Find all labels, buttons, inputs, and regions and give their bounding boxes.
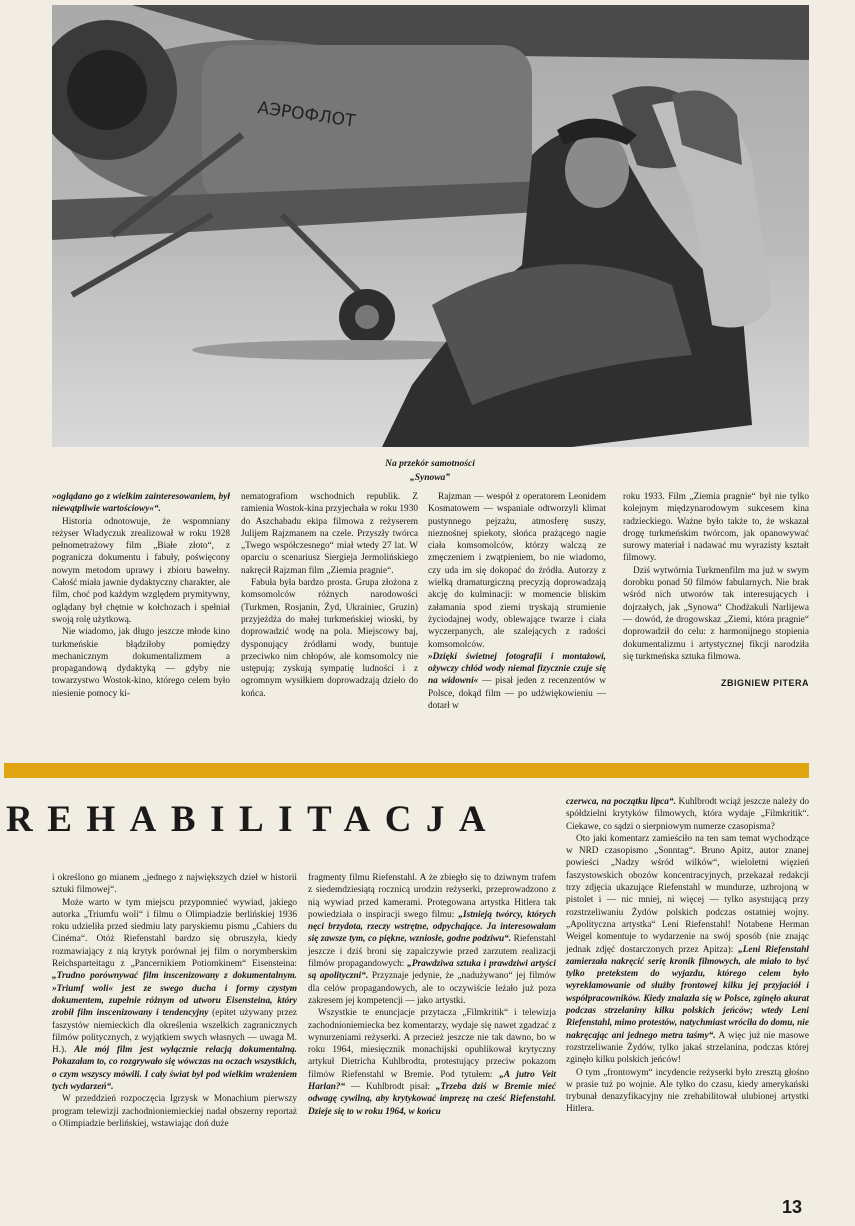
paragraph [52,897,297,1094]
body-text: (epitet używany przez faszystów niemieckich dla określenia wszelkich zagranicznych filmów politycznych, z wyjątkiem swych własnych — uwaga M. H.). [52,1008,297,1056]
paragraph [52,1093,297,1130]
quote-text: „Trzeba dziś w Bremie mieć odwagę cywilną, aby krytykować imprezę na cześć Riefenstahl. Dzieje się to w roku 1964, w końcu [308,1082,556,1117]
bottom-article-column-1 [52,872,297,1130]
article-heading: REHABILITACJA [6,799,501,840]
paragraph [428,651,606,712]
top-article-column-4 [623,491,809,689]
caption-line-1: Na przekór samotności [385,459,475,469]
body-text: W przeddzień rozpoczęcia Igrzysk w Monachium pierwszy program telewizji zachodnioniemieckiej nadał obszerny reportaż o Olimpiadzie berlińskiej, wstawiając doń duże [52,1094,297,1129]
body-text: Nie wiadomo, jak długo jeszcze młode kino turkmeńskie błądziłoby pomiędzy mechanicznym dokumentalizmem a propagandową dydaktyką — gdyby nie towarzystwo Wostok-kino, którego celem było niesienie pomocy ki- [52,627,230,699]
quote-text: „A jutro Veit Harlan?“ [308,1069,556,1093]
paragraph [241,577,418,700]
bottom-article-column-2 [308,872,556,1118]
photo-airplane-couple [52,5,809,447]
paragraph [308,1007,556,1118]
author-signature: ZBIGNIEW PITERA [721,678,809,689]
caption-line-2: „Synowa” [409,473,451,483]
accent-bar [4,763,809,778]
body-text: — Kuhlbrodt pisał: [345,1082,436,1093]
paragraph [241,491,418,577]
quote-text: „Istnieją twórcy, których nęci brzydota, rzeczy wstrętne, odpychające. Ja interesowałam się zawsze tym, co piękne, wzniosłe, godne podziwu“. [308,909,556,945]
paragraph [566,833,809,1067]
bottom-article-column-3 [566,796,809,1116]
top-article-column-2 [241,491,418,700]
quote-text: »Dzięki świetnej fotografii i montażowi, ożywczy chłód wody niemal fizycznie czuje się na widowni« [428,651,606,687]
body-text: Historia odnotowuje, że wspomniany reżyser Władyczuk zrealizował w roku 1928 pełnometrażowy film „Białe złoto“, z pogranicza dokumentu i fabuły, poświęcony nowym metodom uprawy i zbioru bawełny. Całość miała jawnie dydaktyczny charakter, ale film, choć pod każdym względem prymitywny, oglądany był chętnie w kołchozach i spełniał swoją rolę użytkową. [52,516,230,625]
paragraph [428,491,606,651]
paragraph [623,565,809,663]
paragraph [52,516,230,627]
body-text: Dziś wytwórnia Turkmenfilm ma już w swym dorobku ponad 50 filmów fabularnych. Nie brak wśród nich utworów tak interesujących i dojrzałych, jak „Synowa“ Chodżakuli Narlijewa — dowód, że drogowskaz „Ziemi, która pragnie“ doprowadził do celu: z harmonijnego stopienia dokumentalizmu i artystycznej fikcji narodziła się turkmeńska sztuka filmowa. [623,565,809,662]
body-text: Może warto w tym miejscu przypomnieć wywiad, jakiego autorka „Triumfu woli“ i filmu o Olimpiadzie berlińskiej 1936 roku udzieliła przed siedmiu laty paryskiemu pismu „Cahiers du Cinéma“. Otóż Riefenstahl bardzo się obruszyła, kiedy rozmawiający z nią krytyk porównał jej film o norymberskim Reichsparteitagu z „Pancernikiem Potiomkinem“ Eisensteina: [52,897,297,970]
paragraph [566,1067,809,1116]
quote-text: „Leni Riefenstahl zamierzała nakręcić serię kronik filmowych, ale miało to być tylko pretekstem do wyjazdu, którego celem było wyreklamowanie od służby frontowej kilku jej przyjaciół i współpracowników. Kiedy znalazła się w Polsce, zginęło akurat podczas strzelaniny kilku polskich jeńców; wtedy Leni Riefenstahl, mimo protestów, natychmiast wróciła do domu, nie nakręcając ani jednego metra taśmy“. [566,944,810,1041]
quote-text: czerwca, na początku lipca“. [566,797,676,807]
body-text: Rajzman — wespół z operatorem Leonidem Kosmatowem — wspaniale odtworzyli klimat pustynnego pejzażu, atmosferę suszy, nieznośnej spiekoty, słońca prażącego nagie ciała komsomolców, którzy walczą ze zmęczeniem i zwątpieniem, bo nie wiadomo, czy uda im się dokopać do źródła. Autorzy z wielką dramaturgiczną precyzją doprowadzają akcję do kulminacji: w momencie bliskim załamania spod ziemi tryskają strumienie życiodajnej wody, oblewające twarze i ciała wyczerpanych, ale szalejących z radości komsomolców. [428,492,606,650]
top-article-column-1 [52,491,230,700]
photo-caption [300,457,560,485]
body-text: fragmenty filmu Riefenstahl. A że zbiegło się to dziwnym trafem z siedemdziesiątą rocznicą urodzin reżyserki, przeprowadzono z nią wywiad przed kamerami. Protegowana artystka Hitlera tak powiedziała o inspiracji swego filmu: [308,873,556,920]
body-text: Fabuła była bardzo prosta. Grupa złożona z komsomolców różnych narodowości (Turkmen, Rosjanin, Żyd, Ukrainiec, Gruzin) przyjeżdża do małej turkmeńskiej wioski, by doprowadzić wodę na pola. Miejscowy baj, dysponujący źródłami wody, buntuje przeciwko nim chłopów, ale komsomolcy nie ustępują; zyskują sympatię ludności i z ogromnym wysiłkiem doprowadzają dzieło do końca. [241,578,418,699]
body-text: A więc już nie masowe rozstrzeliwanie Żydów, tylko jakaś strzelanina, podczas której zginęło kilku polskich jeńców! [566,1030,809,1066]
body-text: Przyznaje jedynie, że „nadużywano“ jej filmów dla celów propagandowych, ale to oczywiście leżało już poza zakresem jej kompetencji — jako artystki. [308,971,556,1006]
quote-text: „Trudno porównywać film inscenizowany z dokumentalnym. »Triumf woli« jest ze swego ducha i formy czystym dokumentem, zupełnie różnym od utworu Eisensteina, który zrobił film inscenizowany i tendencyjny [52,971,297,1019]
paragraph [52,872,297,897]
paragraph [623,491,809,565]
body-text: i określono go mianem „jednego z największych dzieł w historii sztuki filmowej“. [52,873,297,896]
paragraph [52,491,230,516]
quote-text: Ale mój film jest wyłącznie relacją dokumentalną. Pokazałam to, co rozgrywało się wówczas na oczach wszystkich, o czym wszyscy mówili. I cały świat był pod wielkim wrażeniem tych wydarzeń“. [52,1045,297,1093]
photo-illustration [52,5,809,447]
body-text: Kuhlbrodt wciąż jeszcze należy do spółdzielni krytyków filmowych, która wydaje „Filmkritik“. Ciekawe, co sądzi o sierpniowym numerze czasopisma? [566,797,810,832]
quote-text: „Prawdziwa sztuka i prawdziwi artyści są apolityczni“. [308,959,556,982]
body-text: O tym „frontowym“ incydencie reżyserki było zresztą głośno w prasie tuż po wojnie. Ale tylko do czasu, kiedy amerykański trybunał denazyfikacyjny nie zrehabilitował ulubionej artystki Hitlera. [566,1067,809,1115]
paragraph [308,872,556,1007]
body-text: Riefenstahl jeszcze i dziś broni się zapalczywie przed zarzutem realizacji filmów propagandowych: [308,934,556,970]
page-number: 13 [782,1197,803,1217]
top-article-column-3 [428,491,606,712]
quote-text: »oglądano go z wielkim zainteresowaniem, był niewątpliwie wartościowy«“. [52,492,230,515]
plane-lettering: АЭРОФЛОТ [256,98,357,132]
body-text: roku 1933. Film „Ziemia pragnie“ był nie tylko kolejnym międzynarodowym sukcesem kina radzieckiego. Ważne było także to, że wskazał drogę turkmeńskim twórcom, jak opanowywać surowy materiał i nadawać mu wyrazisty kształt filmowy. [623,492,809,564]
body-text: nematografiom wschodnich republik. Z ramienia Wostok-kina przyjechała w roku 1930 do Aszchabadu ekipa filmowa z reżyserem Julijem Rajzmanem na czele. Przyszły twórca „Twego współczesnego“ miał wtedy 27 lat. W oparciu o scenariusz Siergieja Jermolińskiego nakręcił Rajzman film „Ziemia pragnie“. [241,492,418,576]
body-text: Oto jaki komentarz zamieściło na ten sam temat wychodzące w NRD czasopismo „Sonntag“. Bruno Apitz, autor znanej powieści „Nadzy wśród wilków“, wieloletni więzień faszystowskich obozów koncentracyjnych, przekazał redakcji trzy zdjęcia ukazujące Riefenstahl w mundurze, uzbrojoną w pistolet i — nic mniej, ni więcej — tylko asystującą przy rozstrzeliwaniu Żydów polskich podczas ostatniej wojny. „Apolityczna artystka“ Leni Riefenstahl! Notabene Herman Weigel komentuje to wydarzenie na swój sposób (nie znając jednak zdjęć dostarczonych przez Apitza): [566,833,809,955]
paragraph [566,796,809,833]
body-text: — pisał jeden z recenzentów w Polsce, dokąd film — po udźwiękowieniu — dotarł w [428,676,607,712]
body-text: Wszystkie te enuncjacje przytacza „Filmkritik“ i telewizja zachodnioniemiecka bez komentarzy, wydaje się nawet zgadzać z wynurzeniami reżyserki. A przecież jeszcze nie tak dawno, bo w roku 1964, miesięcznik monachijski opublikował krytyczny artykuł Dietricha Kuhlbrodta, protestujący przeciw pokazom filmów Riefenstahl w Bremie. Pod tytułem: [308,1008,556,1080]
paragraph [52,626,230,700]
